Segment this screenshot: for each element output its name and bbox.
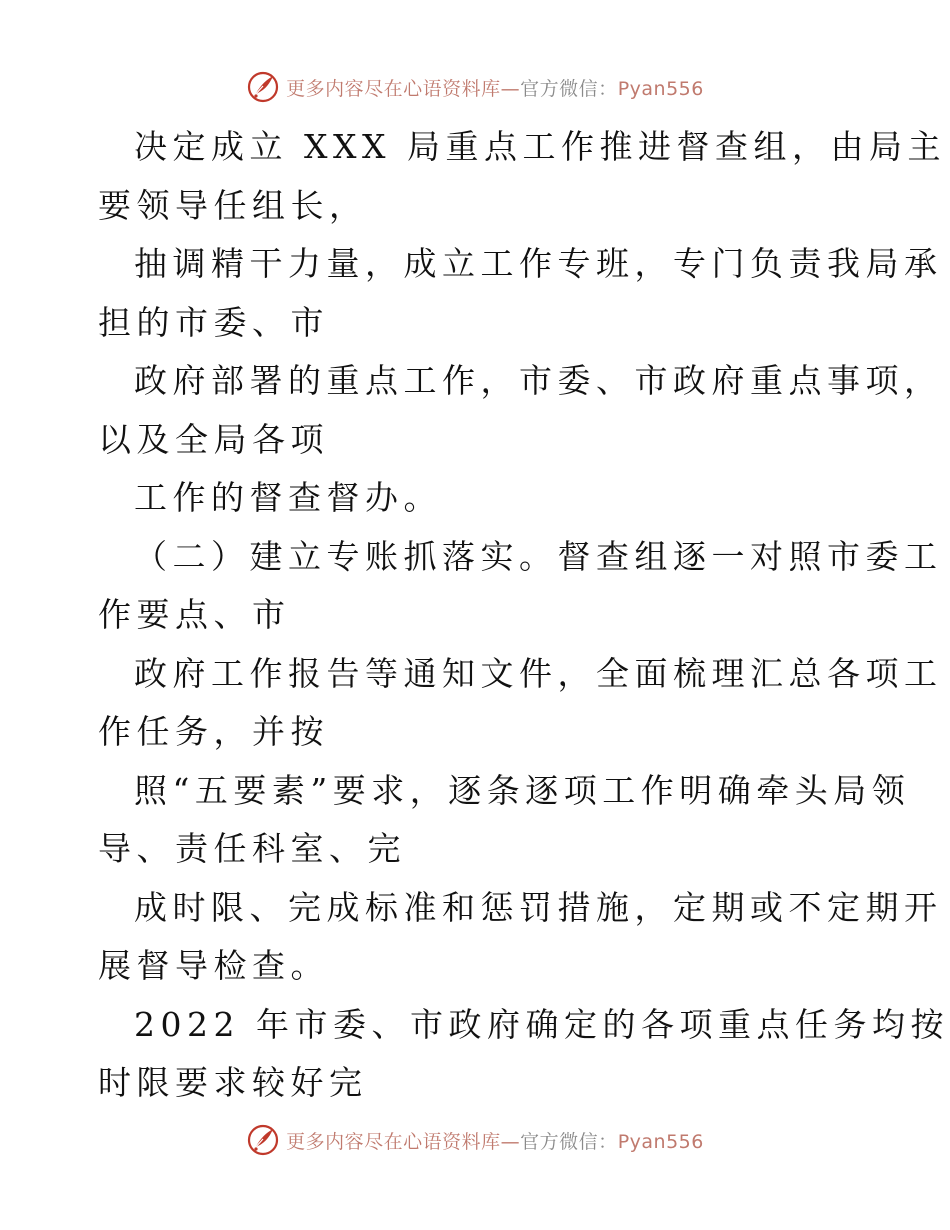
body-line: 政府部署的重点工作，市委、市政府重点事项， — [134, 361, 943, 400]
watermark-wechat-label: 官方微信： — [520, 77, 618, 100]
feather-quill-logo-icon — [246, 1123, 280, 1157]
body-line: 担的市委、市 — [98, 302, 329, 342]
watermark-text — [286, 1127, 704, 1154]
body-line: 抽调精干力量，成立工作专班，专门负责我局承 — [134, 244, 943, 283]
header-watermark — [0, 70, 950, 104]
watermark-site-text: 更多内容尽在心语资料库 — [286, 77, 501, 100]
watermark-wechat-id: Pyan556 — [617, 1130, 704, 1153]
body-line: 决定成立 XXX 局重点工作推进督查组，由局主 — [134, 127, 946, 166]
footer-watermark — [0, 1123, 950, 1157]
feather-quill-logo-icon — [246, 70, 280, 104]
watermark-dash: — — [500, 1130, 521, 1153]
watermark-dash: — — [500, 77, 521, 100]
body-line: 照“五要素”要求，逐条逐项工作明确牵头局领 — [134, 770, 911, 810]
body-line: 展督导检查。 — [98, 946, 329, 985]
document-body — [98, 118, 949, 1113]
body-line: （二）建立专账抓落实。督查组逐一对照市委工 — [134, 536, 943, 576]
watermark-site-text: 更多内容尽在心语资料库 — [286, 1130, 501, 1153]
body-line: 要领导任组长， — [98, 185, 368, 225]
body-line: 时限要求较好完 — [98, 1063, 368, 1102]
watermark-wechat-id: Pyan556 — [617, 77, 704, 100]
body-line: 以及全局各项 — [98, 419, 329, 459]
body-line: 政府工作报告等通知文件，全面梳理汇总各项工 — [134, 653, 943, 693]
body-line: 作要点、市 — [98, 595, 291, 634]
body-line: 2022 年市委、市政府确定的各项重点任务均按 — [134, 1004, 949, 1044]
body-line: 工作的督查督办。 — [134, 478, 442, 517]
body-line: 作任务，并按 — [98, 712, 329, 751]
watermark-text — [286, 74, 704, 101]
body-line: 成时限、完成标准和惩罚措施，定期或不定期开 — [134, 887, 943, 927]
body-line: 导、责任科室、完 — [98, 829, 406, 868]
watermark-wechat-label: 官方微信： — [520, 1130, 618, 1153]
